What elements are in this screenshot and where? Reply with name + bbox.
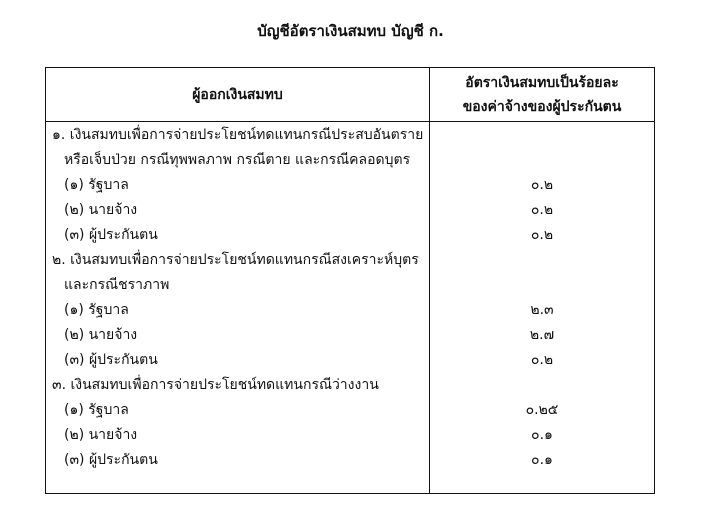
row-description: (๓) ผู้ประกันตน xyxy=(64,227,158,243)
row-value: ๒.๓ xyxy=(530,302,554,318)
header-contributor: ผู้ออกเงินสมทบ xyxy=(192,86,283,103)
row-value: ๐.๑ xyxy=(531,427,553,443)
table-row xyxy=(46,323,654,348)
row-description: (๒) นายจ้าง xyxy=(64,202,138,218)
row-description: (๒) นายจ้าง xyxy=(64,327,138,343)
row-description: (๓) ผู้ประกันตน xyxy=(64,452,158,468)
row-value: ๒.๗ xyxy=(529,327,555,343)
row-value: ๐.๑ xyxy=(531,452,553,468)
table-row xyxy=(46,123,654,148)
table-row xyxy=(46,448,654,473)
contribution-rate-table xyxy=(45,67,655,494)
table-row xyxy=(46,248,654,273)
table-row xyxy=(46,198,654,223)
table-row xyxy=(46,398,654,423)
row-value: ๐.๒๕ xyxy=(525,402,559,418)
table-row xyxy=(46,298,654,323)
row-value: ๐.๒ xyxy=(530,202,554,218)
header-rate-line2: ของค่าจ้างของผู้ประกันตน xyxy=(462,99,622,115)
header-rate xyxy=(430,70,654,120)
header-rate-line1: อัตราเงินสมทบเป็นร้อยละ xyxy=(465,75,619,91)
table-row xyxy=(46,173,654,198)
row-description: (๒) นายจ้าง xyxy=(64,427,138,443)
row-value: ๐.๒ xyxy=(530,177,554,193)
row-description: ๒. เงินสมทบเพื่อการจ่ายประโยชน์ทดแทนกรณีสงเคราะห์บุตร xyxy=(52,252,419,268)
row-description: (๑) รัฐบาล xyxy=(64,402,129,418)
table-row xyxy=(46,373,654,398)
table-body xyxy=(46,123,654,473)
row-description: และกรณีชราภาพ xyxy=(64,277,170,293)
table-row xyxy=(46,273,654,298)
row-description: ๑. เงินสมทบเพื่อการจ่ายประโยชน์ทดแทนกรณีประสบอันตราย xyxy=(52,127,424,143)
page-title: บัญชีอัตราเงินสมทบ บัญชี ก. xyxy=(257,22,444,40)
table-row xyxy=(46,423,654,448)
row-description: (๓) ผู้ประกันตน xyxy=(64,352,158,368)
table-row xyxy=(46,223,654,248)
row-description: ๓. เงินสมทบเพื่อการจ่ายประโยชน์ทดแทนกรณีว่างงาน xyxy=(52,377,379,393)
row-value: ๐.๒ xyxy=(530,227,554,243)
header-divider xyxy=(46,121,654,122)
row-description: (๑) รัฐบาล xyxy=(64,177,129,193)
table-row xyxy=(46,148,654,173)
row-value: ๐.๒ xyxy=(530,352,554,368)
row-description: (๑) รัฐบาล xyxy=(64,302,129,318)
table-row xyxy=(46,348,654,373)
row-description: หรือเจ็บป่วย กรณีทุพพลภาพ กรณีตาย และกรณีคลอดบุตร xyxy=(64,152,411,168)
